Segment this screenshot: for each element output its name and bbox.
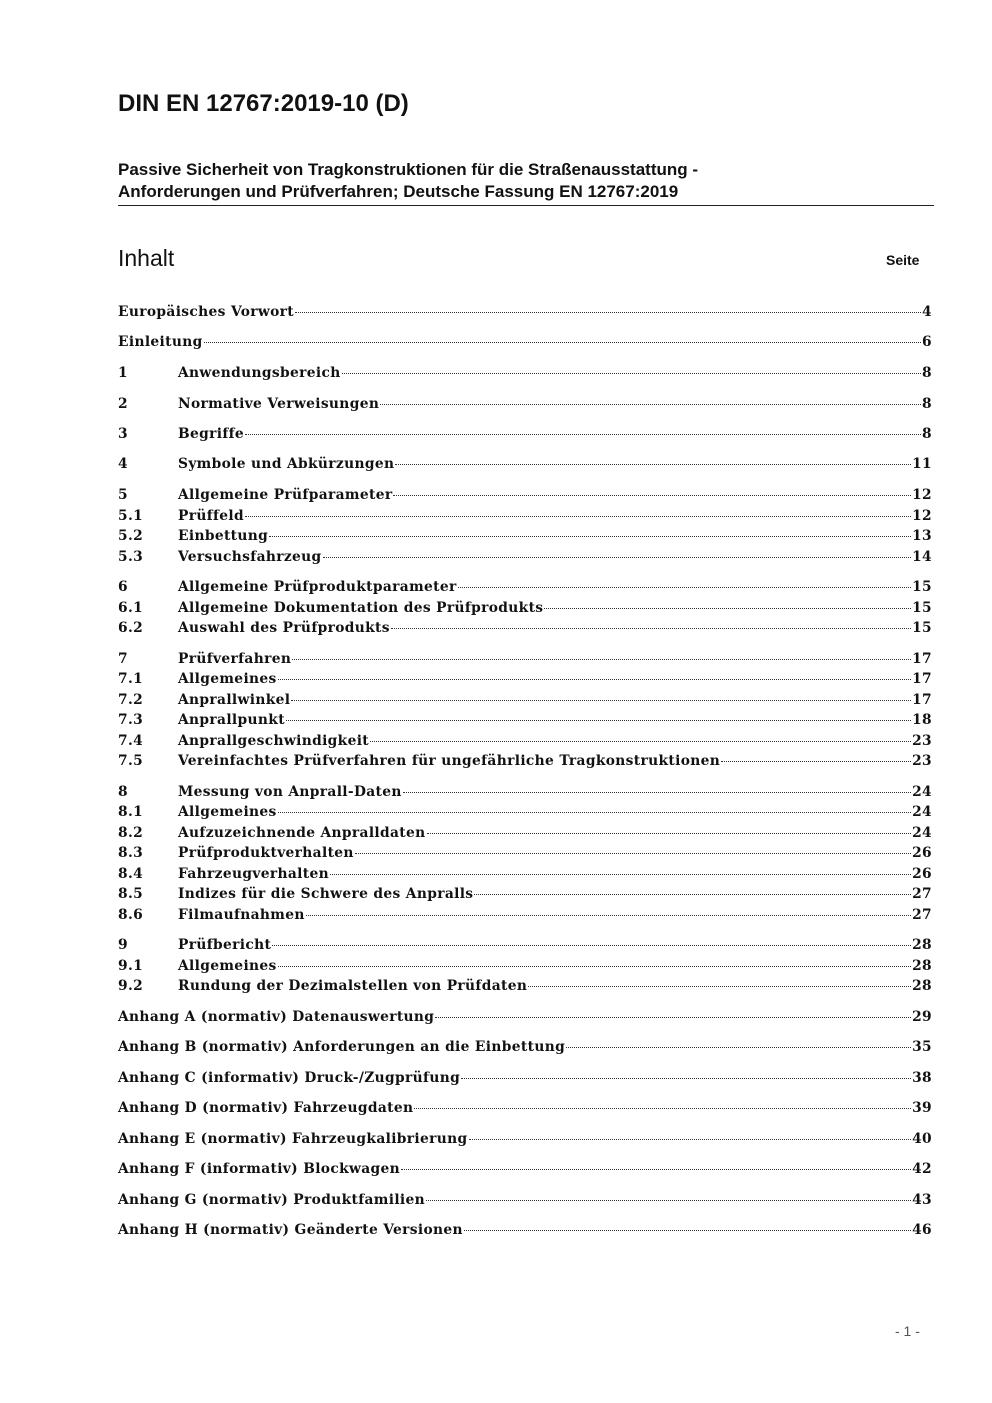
toc-entry-number: 7.1 [118, 671, 144, 687]
toc-entry-label: Auswahl des Prüfprodukts [178, 620, 390, 636]
toc-entry-page: 28 [912, 978, 932, 994]
toc-entry-label: Indizes für die Schwere des Anpralls [178, 886, 474, 902]
toc-dot-leader [330, 874, 911, 875]
toc-entry-number: 8 [118, 784, 128, 800]
toc-entry-label: Messung von Anprall-Daten [178, 784, 402, 800]
toc-entry-page: 6 [922, 334, 932, 350]
toc-entry-label: Anhang A (normativ) Datenauswertung [118, 1009, 435, 1025]
toc-entry[interactable] [118, 1159, 932, 1179]
toc-entry[interactable] [118, 710, 932, 730]
toc-dot-leader [464, 1230, 911, 1231]
toc-dot-leader [469, 1139, 912, 1140]
toc-dot-leader [544, 608, 911, 609]
toc-entry-page: 35 [912, 1039, 932, 1055]
toc-entry-label: Allgemeine Prüfparameter [178, 487, 393, 503]
toc-entry-label: Allgemeine Dokumentation des Prüfprodukts [178, 600, 544, 616]
toc-entry-number: 1 [118, 365, 128, 381]
toc-entry-label: Prüfverfahren [178, 651, 292, 667]
toc-dot-leader [401, 1169, 911, 1170]
toc-entry-number: 3 [118, 426, 128, 442]
toc-entry-page: 27 [912, 886, 932, 902]
toc-entry-number: 5.3 [118, 549, 144, 565]
toc-entry-page: 12 [912, 508, 932, 524]
toc-entry[interactable] [118, 1007, 932, 1027]
toc-entry-label: Versuchsfahrzeug [178, 549, 322, 565]
toc-dot-leader [458, 587, 911, 588]
toc-heading: Inhalt [118, 245, 175, 271]
toc-entry-page: 15 [912, 620, 932, 636]
toc-entry-number: 6 [118, 579, 128, 595]
toc-entry-page: 14 [912, 549, 932, 565]
toc-dot-leader [323, 557, 912, 558]
toc-entry-number: 8.3 [118, 845, 144, 861]
toc-entry[interactable] [118, 618, 932, 638]
toc-entry-label: Aufzuzeichnende Anpralldaten [178, 825, 426, 841]
footer-page-number: - 1 - [895, 1323, 920, 1339]
page-column-label: Seite [886, 252, 920, 268]
toc-entry[interactable] [118, 506, 932, 526]
toc-entry-page: 26 [912, 866, 932, 882]
toc-dot-leader [393, 495, 911, 496]
toc-entry-page: 24 [912, 784, 932, 800]
toc-entry[interactable] [118, 976, 932, 996]
toc-entry-label: Allgemeines [178, 671, 277, 687]
toc-entry-page: 17 [912, 692, 932, 708]
toc-entry-label: Anhang D (normativ) Fahrzeugdaten [118, 1100, 414, 1116]
toc-dot-leader [292, 659, 911, 660]
toc-entry[interactable] [118, 905, 932, 925]
toc-dot-leader [245, 516, 911, 517]
toc-entry-page: 12 [912, 487, 932, 503]
toc-dot-leader [272, 945, 911, 946]
toc-dot-leader [395, 464, 911, 465]
toc-entry-label: Anprallgeschwindigkeit [178, 733, 370, 749]
toc-entry-page: 27 [912, 907, 932, 923]
toc-entry-number: 2 [118, 396, 128, 412]
toc-entry-number: 7.3 [118, 712, 144, 728]
toc-entry-label: Allgemeines [178, 804, 277, 820]
toc-entry[interactable] [118, 363, 932, 383]
toc-entry-page: 24 [912, 804, 932, 820]
toc-entry[interactable] [118, 1129, 932, 1149]
toc-entry[interactable] [118, 424, 932, 444]
toc-entry[interactable] [118, 823, 932, 843]
toc-entry-page: 28 [912, 958, 932, 974]
toc-dot-leader [566, 1047, 911, 1048]
toc-entry-label: Einbettung [178, 528, 269, 544]
toc-entry[interactable] [118, 751, 932, 771]
toc-entry-label: Prüffeld [178, 508, 245, 524]
toc-dot-leader [286, 720, 911, 721]
toc-entry[interactable] [118, 526, 932, 546]
toc-entry[interactable] [118, 935, 932, 955]
document-title: DIN EN 12767:2019-10 (D) [118, 90, 409, 117]
toc-entry-label: Allgemeine Prüfproduktparameter [178, 579, 457, 595]
toc-entry[interactable] [118, 1037, 932, 1057]
toc-entry-page: 23 [912, 753, 932, 769]
toc-entry-number: 4 [118, 456, 128, 472]
toc-entry-page: 42 [912, 1161, 932, 1177]
toc-dot-leader [528, 986, 911, 987]
subtitle-line-1: Passive Sicherheit von Tragkonstruktionen für die Straßenausstattung - [118, 160, 699, 179]
toc-entry[interactable] [118, 782, 932, 802]
toc-entry[interactable] [118, 884, 932, 904]
toc-entry-label: Anprallpunkt [178, 712, 285, 728]
toc-dot-leader [403, 792, 911, 793]
toc-entry[interactable] [118, 1098, 932, 1118]
toc-entry-page: 46 [912, 1222, 932, 1238]
toc-entry-page: 17 [912, 671, 932, 687]
toc-entry-number: 5.2 [118, 528, 144, 544]
toc-entry-label: Anhang H (normativ) Geänderte Versionen [118, 1222, 463, 1238]
toc-dot-leader [278, 812, 911, 813]
toc-entry-label: Normative Verweisungen [178, 396, 380, 412]
toc-entry[interactable] [118, 577, 932, 597]
toc-entry[interactable] [118, 690, 932, 710]
toc-entry-page: 15 [912, 579, 932, 595]
toc-entry-label: Symbole und Abkürzungen [178, 456, 395, 472]
toc-entry[interactable] [118, 547, 932, 567]
toc-entry-label: Einleitung [118, 334, 203, 350]
toc-entry-label: Anhang F (informativ) Blockwagen [118, 1161, 401, 1177]
toc-entry-page: 8 [922, 396, 932, 412]
subtitle-line-2: Anforderungen und Prüfverfahren; Deutsche Fassung EN 12767:2019 [118, 182, 679, 201]
toc-entry-number: 8.1 [118, 804, 144, 820]
toc-entry[interactable] [118, 956, 932, 976]
toc-entry-label: Vereinfachtes Prüfverfahren für ungefährliche Tragkonstruktionen [178, 753, 721, 769]
toc-entry[interactable] [118, 332, 932, 352]
toc-entry-label: Anhang B (normativ) Anforderungen an die Einbettung [118, 1039, 566, 1055]
toc-entry[interactable] [118, 1190, 932, 1210]
toc-entry-page: 26 [912, 845, 932, 861]
toc-dot-leader [391, 628, 911, 629]
toc-entry[interactable] [118, 649, 932, 669]
toc-entry[interactable] [118, 1220, 932, 1240]
toc-dot-leader [414, 1108, 911, 1109]
toc-entry-number: 7.5 [118, 753, 144, 769]
toc-dot-leader [204, 342, 921, 343]
toc-entry-page: 4 [922, 304, 932, 320]
toc-entry-label: Rundung der Dezimalstellen von Prüfdaten [178, 978, 528, 994]
toc-dot-leader [278, 679, 911, 680]
toc-dot-leader [435, 1017, 911, 1018]
toc-entry-number: 9 [118, 937, 128, 953]
toc-entry-page: 11 [912, 456, 932, 472]
toc-entry-label: Filmaufnahmen [178, 907, 305, 923]
toc-entry-number: 6.1 [118, 600, 144, 616]
toc-entry-number: 8.6 [118, 907, 144, 923]
toc-dot-leader [461, 1078, 911, 1079]
toc-dot-leader [370, 741, 911, 742]
toc-entry-page: 39 [912, 1100, 932, 1116]
toc-entry-number: 8.2 [118, 825, 144, 841]
toc-entry-number: 9.2 [118, 978, 144, 994]
toc-entry-label: Anhang C (informativ) Druck-/Zugprüfung [118, 1070, 461, 1086]
toc-entry[interactable] [118, 394, 932, 414]
toc-entry-page: 15 [912, 600, 932, 616]
toc-entry-page: 29 [912, 1009, 932, 1025]
toc-entry[interactable] [118, 1068, 932, 1088]
toc-entry-page: 23 [912, 733, 932, 749]
toc-dot-leader [278, 966, 911, 967]
toc-entry-number: 6.2 [118, 620, 144, 636]
document-subtitle [118, 159, 933, 203]
toc-entry-label: Europäisches Vorwort [118, 304, 295, 320]
toc-entry-label: Fahrzeugverhalten [178, 866, 329, 882]
toc-entry-page: 17 [912, 651, 932, 667]
toc-dot-leader [427, 833, 912, 834]
toc-entry[interactable] [118, 731, 932, 751]
toc-entry-number: 5 [118, 487, 128, 503]
toc-dot-leader [306, 915, 911, 916]
toc-entry-number: 8.5 [118, 886, 144, 902]
toc-entry-page: 40 [912, 1131, 932, 1147]
toc-dot-leader [426, 1200, 911, 1201]
toc-entry-label: Prüfproduktverhalten [178, 845, 354, 861]
toc-entry-page: 43 [912, 1192, 932, 1208]
toc-entry-number: 9.1 [118, 958, 144, 974]
toc-entry-page: 13 [912, 528, 932, 544]
toc-entry-label: Prüfbericht [178, 937, 272, 953]
toc-dot-leader [245, 434, 921, 435]
toc-entry-page: 24 [912, 825, 932, 841]
toc-dot-leader [721, 761, 911, 762]
toc-dot-leader [295, 312, 921, 313]
toc-entry-page: 28 [912, 937, 932, 953]
toc-entry-label: Anhang E (normativ) Fahrzeugkalibrierung [118, 1131, 468, 1147]
toc-entry-number: 7.2 [118, 692, 144, 708]
toc-dot-leader [342, 373, 921, 374]
toc-entry[interactable] [118, 669, 932, 689]
toc-entry-number: 8.4 [118, 866, 144, 882]
toc-entry[interactable] [118, 864, 932, 884]
toc-entry-page: 8 [922, 426, 932, 442]
toc-entry[interactable] [118, 485, 932, 505]
toc-entry-number: 7 [118, 651, 128, 667]
toc-entry-number: 5.1 [118, 508, 144, 524]
toc-entry-label: Allgemeines [178, 958, 277, 974]
toc-entry-page: 18 [912, 712, 932, 728]
toc-entry[interactable] [118, 454, 932, 474]
toc-dot-leader [380, 404, 921, 405]
toc-entry-label: Anhang G (normativ) Produktfamilien [118, 1192, 426, 1208]
toc-dot-leader [474, 894, 911, 895]
toc-entry[interactable] [118, 843, 932, 863]
toc-dot-leader [269, 536, 911, 537]
toc-entry-label: Anprallwinkel [178, 692, 291, 708]
toc-dot-leader [291, 700, 911, 701]
toc-entry-page: 38 [912, 1070, 932, 1086]
title-divider [118, 205, 934, 206]
toc-entry-number: 7.4 [118, 733, 144, 749]
toc-entry[interactable] [118, 802, 932, 822]
toc-entry-label: Anwendungsbereich [178, 365, 341, 381]
toc-dot-leader [355, 853, 911, 854]
toc-entry-label: Begriffe [178, 426, 245, 442]
toc-entry[interactable] [118, 598, 932, 618]
toc-entry-page: 8 [922, 365, 932, 381]
toc-entry[interactable] [118, 302, 932, 322]
